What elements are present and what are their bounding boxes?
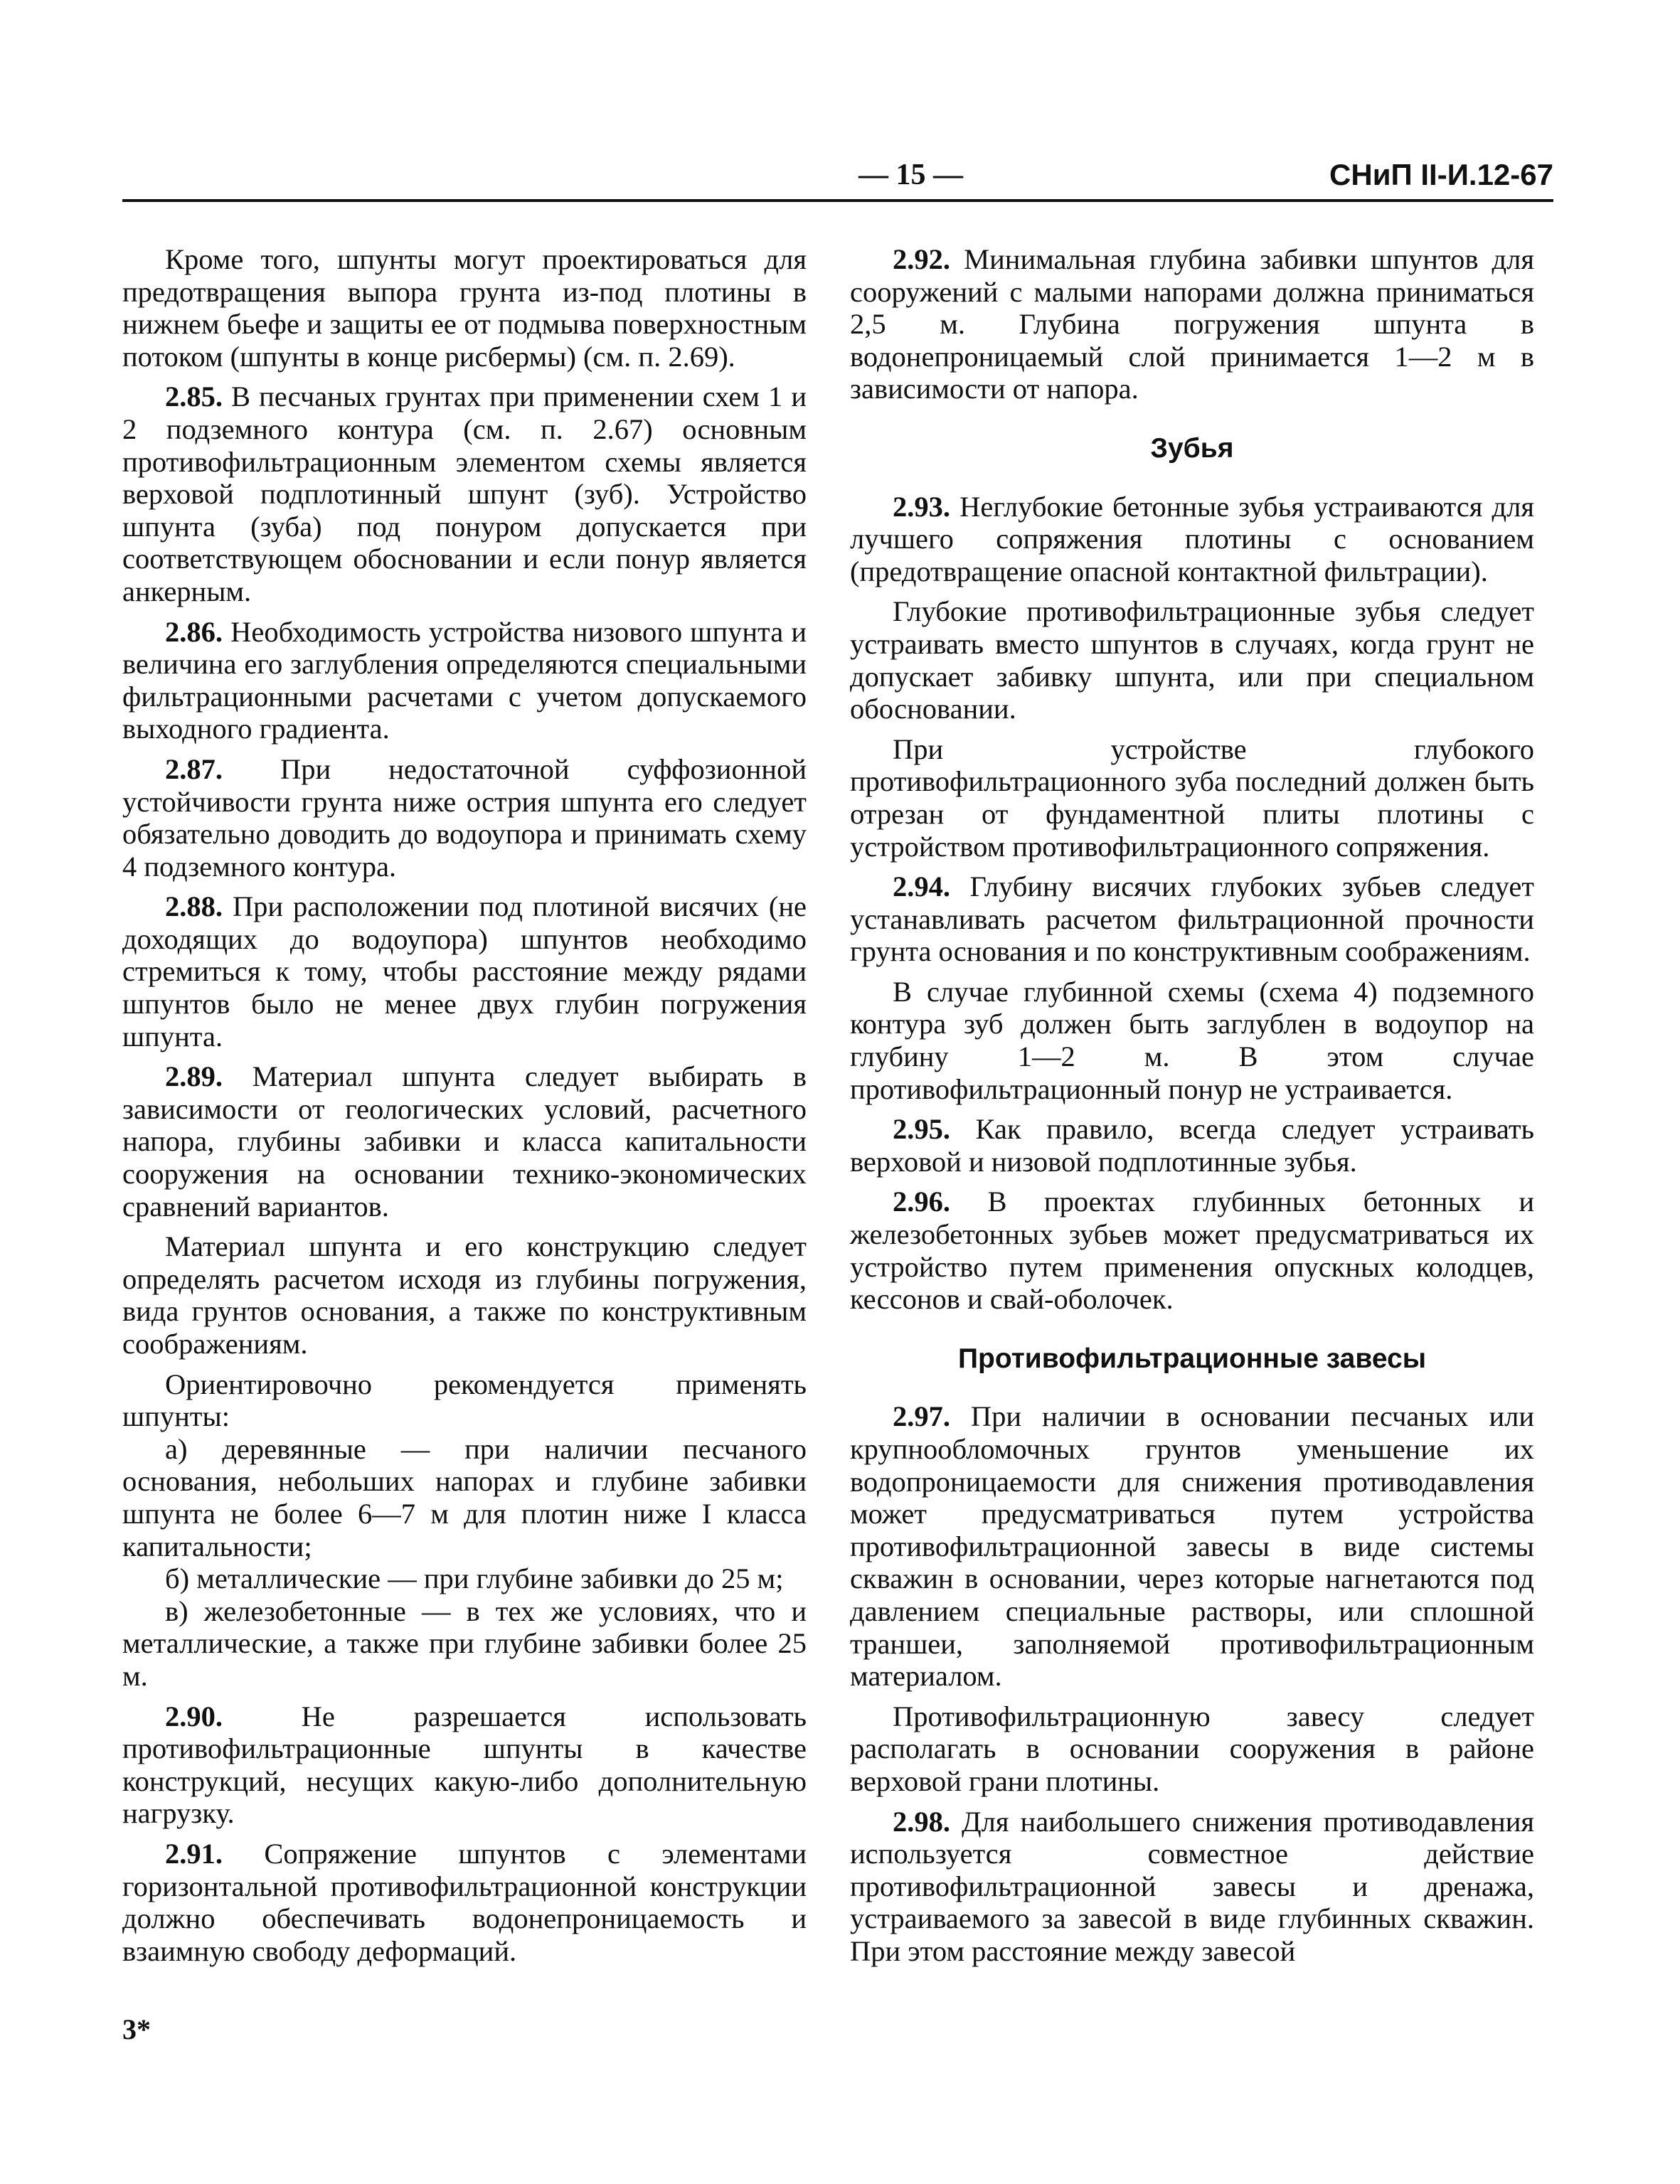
list-item-c: в) железобетонные — в тех же условиях, что и металлические, а также при глубине забивки более 25 м.	[122, 1594, 807, 1692]
clause-2-85: 2.85. В песчаных грунтах при применении схем 1 и 2 подземного контура (см. п. 2.67) основным противофильтрационным элементом схемы является верховой подплотинный шпунт (зуб). Устройство шпунта (зуба) под понуром допускается при соответствующем обосновании и если понур является анкерным.	[122, 380, 807, 607]
paragraph: В случае глубинной схемы (схема 4) подземного контура зуб должен быть заглублен в водоупор на глубину 1—2 м. В этом случае противофильтрационный понур не устраивается.	[850, 975, 1534, 1105]
clause-2-94: 2.94. Глубину висячих глубоких зубьев следует устанавливать расчетом фильтрационной прочности грунта основания и по конструктивным соображениям.	[850, 870, 1535, 968]
paragraph: Материал шпунта и его конструкцию следует определять расчетом исходя из глубины погружения, вида грунтов основания, а также по конструктивным соображениям.	[122, 1230, 807, 1360]
paragraph: Глубокие противофильтрационные зубья следует устраивать вместо шпунтов в случаях, когда грунт не допускает забивку шпунта, или при специальном обосновании.	[850, 595, 1534, 725]
clause-2-91: 2.91. Сопряжение шпунтов с элементами горизонтальной противофильтрационной конструкции должно обеспечивать водонепроницаемость и взаимную свободу деформаций.	[122, 1837, 807, 1967]
clause-number: 2.93.	[893, 490, 950, 523]
left-column	[122, 243, 807, 1975]
clause-number: 2.98.	[893, 1805, 950, 1838]
clause-2-92: 2.92. Минимальная глубина забивки шпунтов для сооружений с малыми напорами должна приниматься 2,5 м. Глубина погружения шпунта в водонепроницаемый слой принимается 1—2 м в зависимости от напора.	[850, 243, 1534, 405]
clause-number: 2.85.	[165, 380, 223, 413]
clause-number: 2.96.	[893, 1186, 950, 1218]
clause-2-86: 2.86. Необходимость устройства низового шпунта и величина его заглубления определяются специальными фильтрационными расчетами с учетом допускаемого выходного градиента.	[122, 615, 807, 745]
clause-number: 2.88.	[165, 890, 223, 923]
clause-2-96: 2.96. В проектах глубинных бетонных и железобетонных зубьев может предусматриваться их устройство путем применения опускных колодцев, кессонов и свай-оболочек.	[850, 1186, 1534, 1316]
clause-2-89: 2.89. Материал шпунта следует выбирать в зависимости от геологических условий, расчетного напора, глубины забивки и класса капитальности сооружения на основании технико-экономических сравнений вариантов.	[122, 1060, 807, 1222]
clause-number: 2.90.	[165, 1700, 223, 1732]
clause-number: 2.86.	[165, 615, 223, 648]
list-item-b: б) металлические — при глубине забивки до 25 м;	[165, 1562, 784, 1595]
paragraph: Кроме того, шпунты могут проектироваться для предотвращения выпора грунта из-под плотины в нижнем бьефе и защиты ее от подмыва поверхностным потоком (шпунты в конце рисбермы) (см. п. 2.69).	[122, 243, 807, 373]
paragraph: При устройстве глубокого противофильтрационного зуба последний должен быть отрезан от фундаментной плиты плотины с устройством противофильтрационного сопряжения.	[850, 733, 1534, 863]
clause-number: 2.89.	[165, 1060, 223, 1093]
right-column	[850, 243, 1534, 1976]
clause-2-90: 2.90. Не разрешается использовать противофильтрационные шпунты в качестве конструкций, несущих какую-либо дополнительную нагрузку.	[122, 1700, 807, 1830]
clause-number: 2.94.	[893, 870, 950, 903]
clause-2-88: 2.88. При расположении под плотиной висячих (не доходящих до водоупора) шпунтов необходимо стремиться к тому, чтобы расстояние между рядами шпунтов было не менее двух глубин погружения шпунта.	[122, 890, 807, 1053]
page-header	[122, 158, 1553, 202]
clause-number: 2.91.	[165, 1837, 223, 1870]
clause-number: 2.97.	[893, 1400, 950, 1433]
list-item-a: а) деревянные — при наличии песчаного основания, небольших напорах и глубине забивки шпунта не более 6—7 м для плотин ниже I класса капитальности;	[122, 1432, 807, 1562]
clause-2-98: 2.98. Для наибольшего снижения противодавления используется совместное действие противофильтрационной завесы и дренажа, устраиваемого за завесой в виде глубинных скважин. При этом расстояние между завесой	[850, 1805, 1534, 1967]
clause-number: 2.95.	[893, 1113, 950, 1146]
document-code: СНиП II-И.12-67	[1329, 158, 1553, 191]
clause-2-97: 2.97. При наличии в основании песчаных или крупнообломочных грунтов уменьшение их водопроницаемости для снижения противодавления может предусматриваться путем устройства противофильтрационной завесы в виде системы скважин в основании, через которые нагнетаются под давлением специальные растворы, или сплошной траншеи, заполняемой противофильтрационным материалом.	[850, 1400, 1534, 1693]
section-heading-curtains: Противофильтрационные завесы	[957, 1343, 1426, 1374]
clause-2-87: 2.87. При недостаточной суффозионной устойчивости грунта ниже острия шпунта его следует обязательно доводить до водоупора и принимать схему 4 подземного контура.	[122, 752, 807, 883]
signature-mark: 3*	[122, 2013, 151, 2045]
clause-2-95: 2.95. Как правило, всегда следует устраивать верховой и низовой подплотинные зубья.	[850, 1113, 1535, 1178]
paragraph: Ориентировочно рекомендуется применять шпунты:	[122, 1368, 807, 1433]
paragraph: Противофильтрационную завесу следует располагать в основании сооружения в районе верховой грани плотины.	[850, 1700, 1534, 1797]
clause-number: 2.92.	[893, 243, 950, 275]
clause-number: 2.87.	[165, 752, 223, 785]
clause-2-93: 2.93. Неглубокие бетонные зубья устраиваются для лучшего сопряжения плотины с основанием (предотвращение опасной контактной фильтрации).	[850, 490, 1534, 587]
section-heading-teeth: Зубья	[1150, 432, 1234, 464]
page-number: — 15 —	[858, 159, 963, 191]
